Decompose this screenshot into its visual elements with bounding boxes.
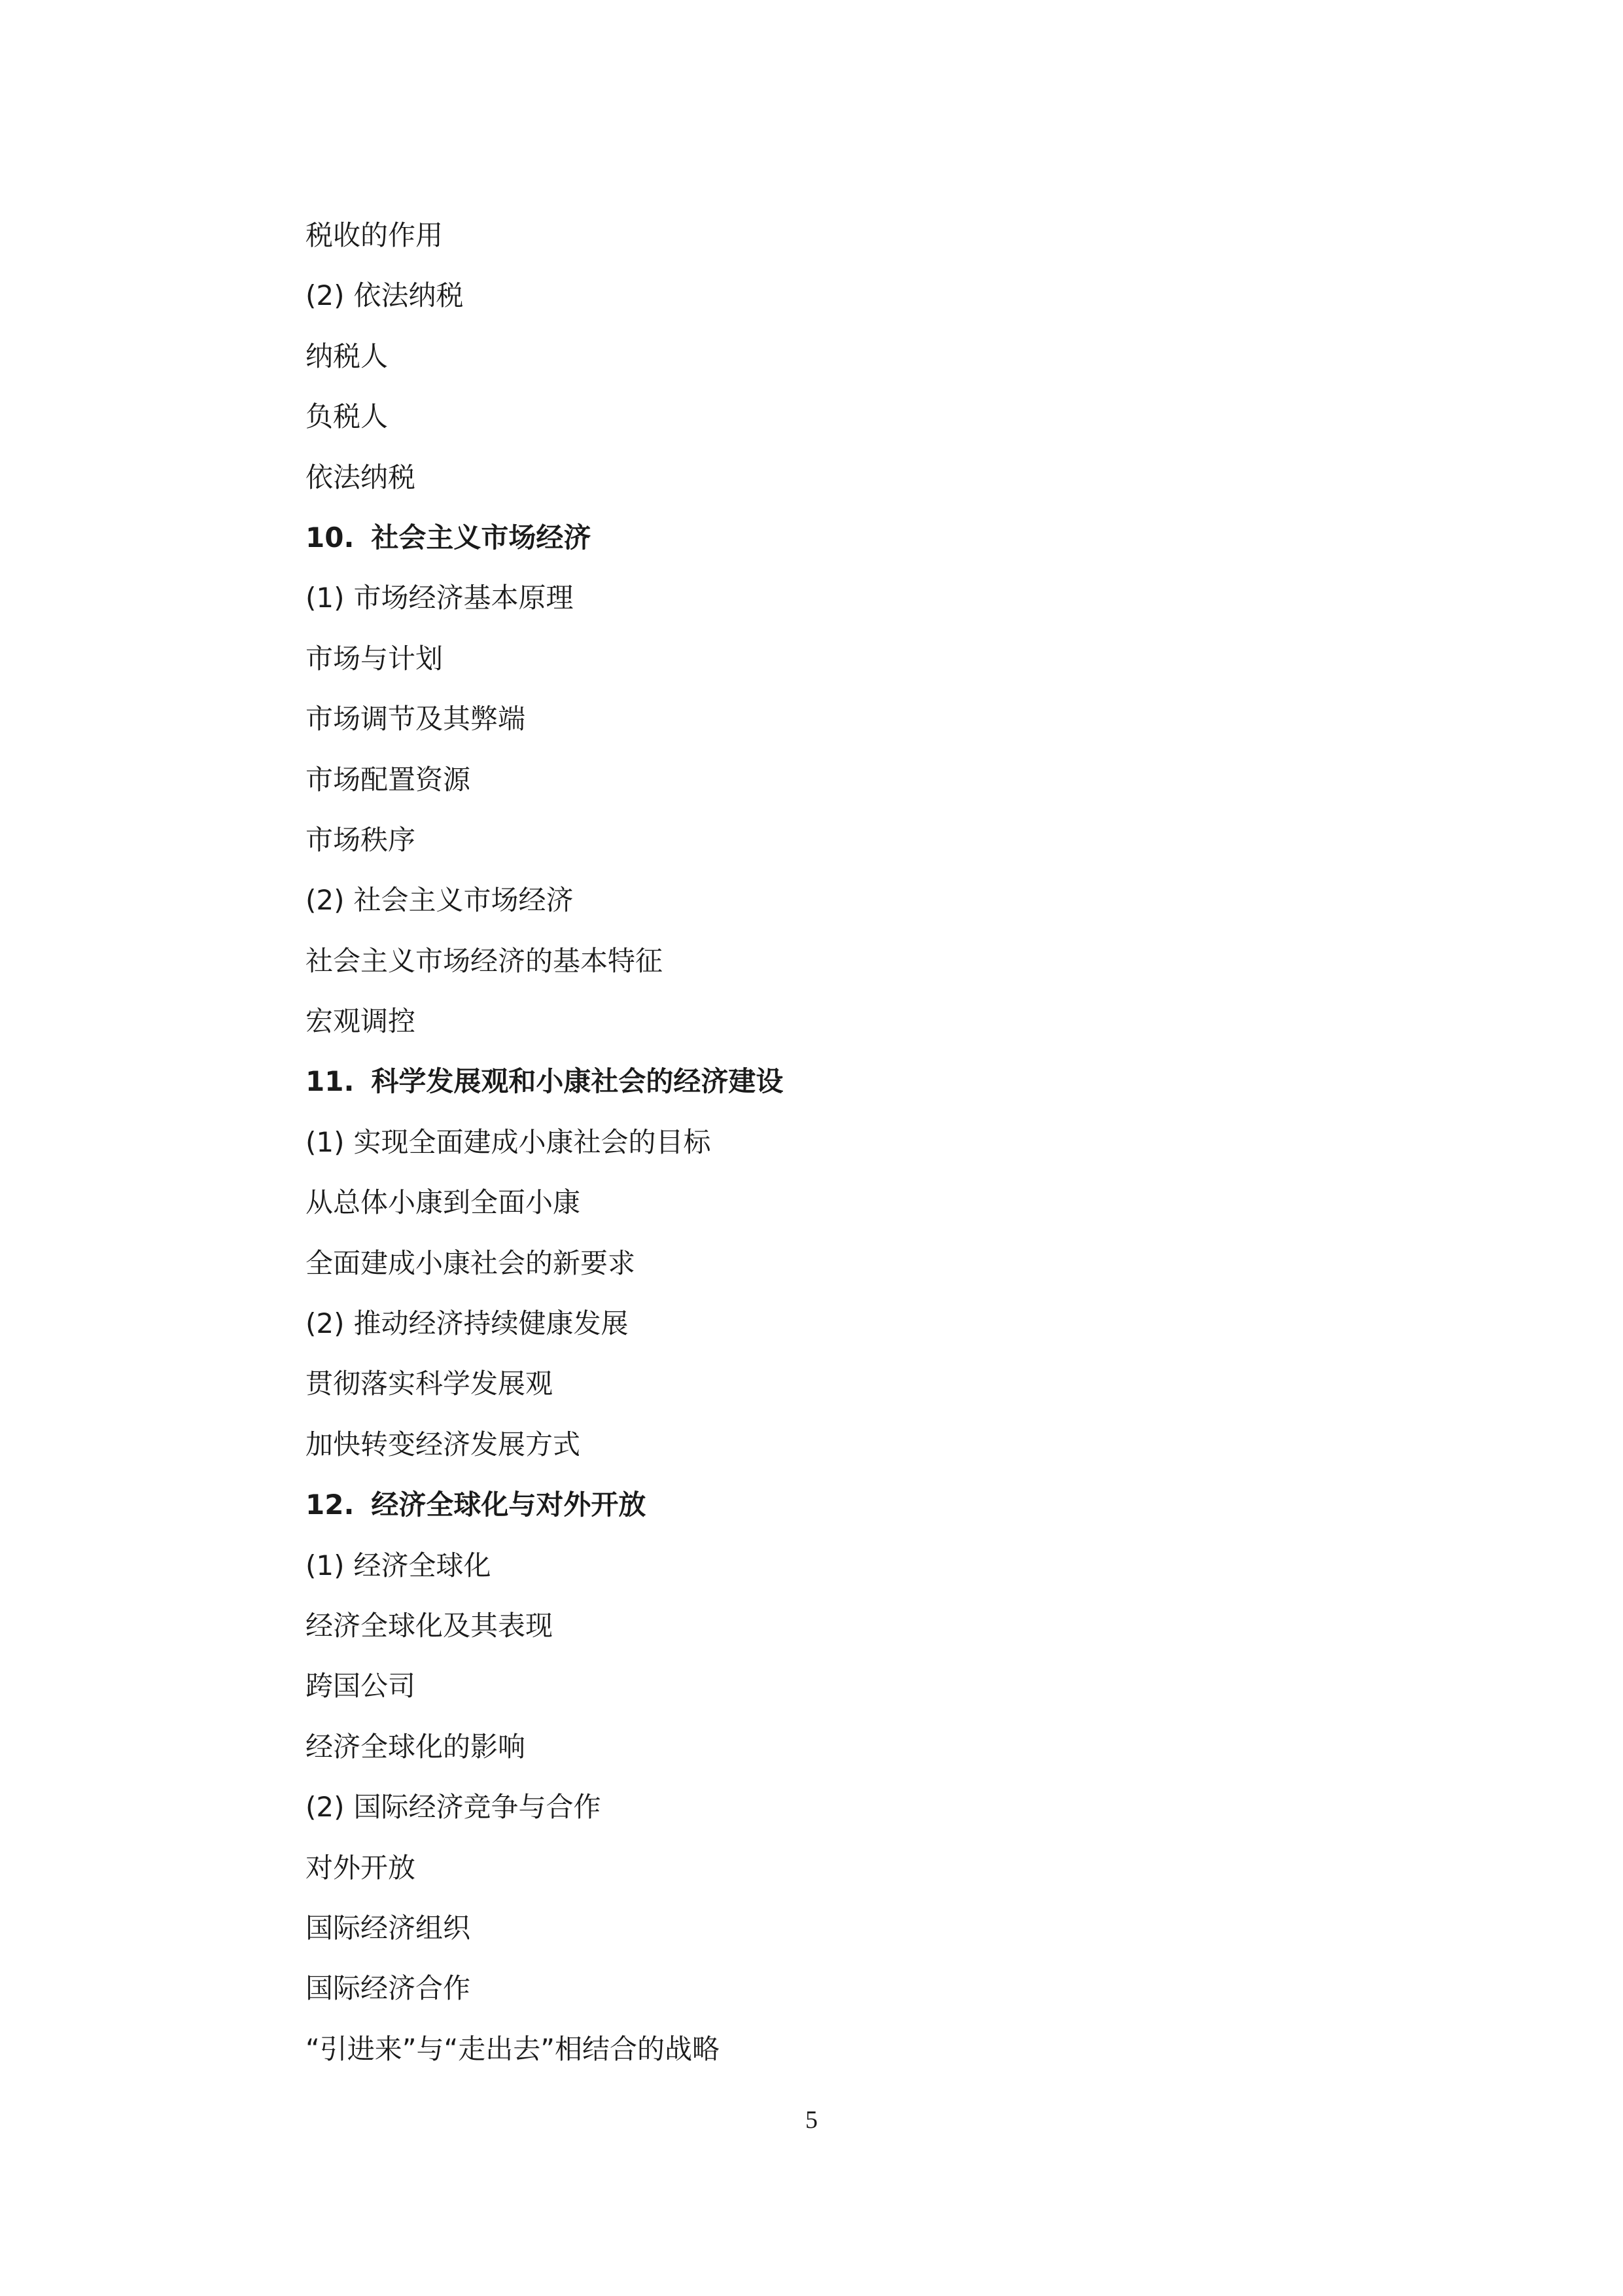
item-text: 国际经济组织 — [305, 1911, 471, 1944]
outline-item — [305, 1603, 1548, 1663]
item-number: (1) — [305, 1125, 345, 1158]
item-number: (1) — [305, 1549, 345, 1581]
outline-item — [305, 334, 1548, 394]
outline-item — [305, 636, 1548, 696]
item-text: 经济全球化与对外开放 — [371, 1489, 646, 1521]
section-heading — [305, 515, 1548, 575]
item-text: 宏观调控 — [305, 1005, 416, 1038]
outline-item — [305, 1966, 1548, 2026]
item-text: 社会主义市场经济 — [371, 521, 591, 554]
section-heading — [305, 1482, 1548, 1542]
item-number: (2) — [305, 1791, 345, 1824]
section-heading — [305, 1059, 1548, 1119]
subsection-line — [305, 1543, 1548, 1603]
outline-item — [305, 213, 1548, 273]
subsection-line — [305, 273, 1548, 333]
item-number: (1) — [305, 582, 345, 614]
item-text: 经济全球化及其表现 — [305, 1609, 553, 1642]
item-text: 市场配置资源 — [305, 763, 471, 796]
item-text: 市场秩序 — [305, 823, 416, 856]
outline-item — [305, 2026, 1548, 2087]
item-text: 社会主义市场经济 — [353, 884, 574, 917]
item-number: 11. — [305, 1065, 355, 1098]
outline-item — [305, 394, 1548, 454]
item-text: 市场调节及其弊端 — [305, 703, 526, 735]
item-text: 从总体小康到全面小康 — [305, 1186, 581, 1219]
outline-item — [305, 998, 1548, 1059]
item-text: 加快转变经济发展方式 — [305, 1428, 581, 1460]
item-text: 国际经济合作 — [305, 1972, 471, 2005]
item-number: (2) — [305, 279, 345, 312]
outline-item — [305, 817, 1548, 877]
item-text: 国际经济竞争与合作 — [353, 1791, 601, 1824]
item-text: 市场与计划 — [305, 642, 444, 675]
item-text: 跨国公司 — [305, 1670, 416, 1703]
page-number: 5 — [805, 2106, 818, 2134]
outline-item — [305, 1845, 1548, 1905]
item-text: 依法纳税 — [305, 461, 416, 493]
outline-item — [305, 1724, 1548, 1784]
item-number: 10. — [305, 521, 355, 554]
outline-item — [305, 1905, 1548, 1966]
subsection-line — [305, 1120, 1548, 1180]
item-text: 依法纳税 — [353, 279, 464, 312]
subsection-line — [305, 575, 1548, 635]
subsection-line — [305, 877, 1548, 938]
outline-item — [305, 1180, 1548, 1240]
item-number: 12. — [305, 1489, 355, 1521]
item-text: 纳税人 — [305, 340, 389, 372]
item-text: 经济全球化 — [353, 1549, 491, 1581]
item-text: 市场经济基本原理 — [353, 582, 574, 614]
item-text: 负税人 — [305, 400, 389, 433]
outline-item — [305, 1663, 1548, 1723]
outline-list — [305, 213, 1548, 2087]
outline-item — [305, 1241, 1548, 1301]
item-number: (2) — [305, 884, 345, 917]
outline-item — [305, 1361, 1548, 1421]
outline-item — [305, 1422, 1548, 1482]
item-text: 贯彻落实科学发展观 — [305, 1368, 553, 1400]
item-text: “引进来”与“走出去”相结合的战略 — [305, 2032, 720, 2065]
subsection-line — [305, 1784, 1548, 1845]
outline-item — [305, 938, 1548, 998]
outline-item — [305, 455, 1548, 515]
item-text: 对外开放 — [305, 1851, 416, 1884]
item-text: 推动经济持续健康发展 — [353, 1307, 629, 1340]
item-text: 经济全球化的影响 — [305, 1730, 526, 1763]
item-text: 实现全面建成小康社会的目标 — [353, 1125, 711, 1158]
subsection-line — [305, 1301, 1548, 1361]
outline-item — [305, 757, 1548, 817]
item-text: 社会主义市场经济的基本特征 — [305, 944, 663, 977]
item-text: 税收的作用 — [305, 219, 444, 251]
item-text: 全面建成小康社会的新要求 — [305, 1246, 636, 1279]
outline-item — [305, 696, 1548, 756]
item-text: 科学发展观和小康社会的经济建设 — [371, 1065, 784, 1098]
item-number: (2) — [305, 1307, 345, 1340]
